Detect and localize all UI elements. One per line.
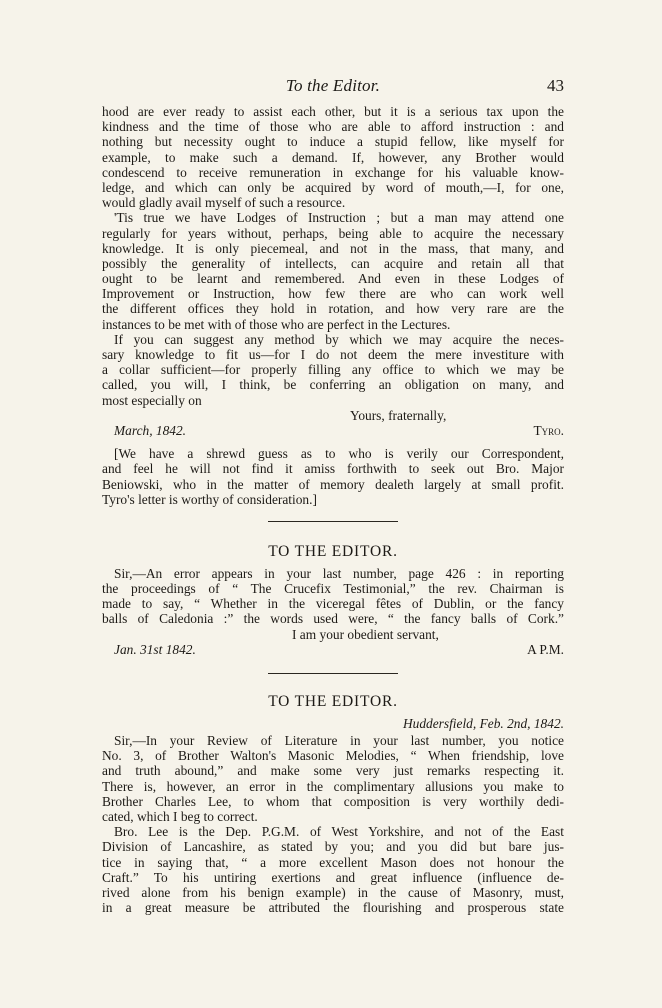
text-line: instances to be met with of those who are perfect in the Lectures. (102, 316, 451, 332)
text-line: example, to make such a demand. If, however, any Brother would (102, 149, 564, 165)
text-line: possibly the generality of intellects, can acquire and retain all that (102, 255, 564, 271)
text-line: nothing but necessity ought to induce a stupid fellow, like myself for (102, 134, 564, 150)
letter-huddersfield (102, 694, 564, 915)
text-line: made to say, “ Whether in the viceregal fêtes of Dublin, or the fancy (102, 596, 564, 612)
signature: Tyro. (533, 422, 564, 438)
text-line: 'Tis true we have Lodges of Instruction ; but a man may attend one (114, 210, 564, 226)
page-header (102, 76, 564, 98)
text-line: If you can suggest any method by which we may acquire the neces- (114, 331, 564, 347)
section-title: TO THE EDITOR. (268, 693, 398, 710)
valediction: Yours, fraternally, (350, 407, 447, 423)
text-line: a collar sufficient—for properly filling any office to which we may be (102, 362, 564, 378)
signature: A P.M. (527, 641, 564, 657)
text-line: called, you will, I think, be conferring an obligation on many, and (102, 377, 564, 393)
text-line: and truth abound,” and make some very just remarks respecting it. (102, 763, 564, 779)
text-line: in a great measure be attributed the flourishing and prosperous state (102, 900, 564, 916)
text-line: Tyro's letter is worthy of consideration.] (102, 491, 317, 507)
page-body (102, 104, 564, 915)
text-line: Brother Charles Lee, to whom that composition is very worthily dedi- (102, 793, 564, 809)
text-line: Division of Lancashire, as stated by you; and you did but bare jus- (102, 839, 564, 855)
text-line: and feel he will not find it amiss forthwith to seek out Bro. Major (102, 461, 564, 477)
text-line: sary knowledge to fit us—for I do not deem the mere investiture with (102, 347, 564, 362)
section-divider (268, 673, 398, 674)
letter-date: Jan. 31st 1842. (114, 641, 196, 657)
valediction: I am your obedient servant, (292, 626, 439, 642)
text-line: Improvement or Instruction, how few there are who can work well (102, 286, 564, 302)
signature-line (102, 423, 564, 438)
text-line: most especially on (102, 392, 202, 408)
text-line: Sir,—An error appears in your last number, page 426 : in reporting (114, 565, 564, 581)
text-line: the different offices they hold in rotation, and how very rare are the (102, 301, 564, 317)
text-line: kindness and the time of those who are able to afford instruction : and (102, 119, 564, 135)
dateline: Huddersfield, Feb. 2nd, 1842. (402, 716, 564, 731)
text-line: the proceedings of “ The Crucefix Testimonial,” the rev. Chairman is (102, 581, 564, 597)
text-line: [We have a shrewd guess as to who is verily our Correspondent, (114, 446, 564, 462)
text-line: ought to be learnt and remembered. And even in these Lodges of (102, 271, 564, 287)
text-line: hood are ever ready to assist each other, but it is a serious tax upon the (102, 104, 564, 119)
text-line: knowledge. It is only piecemeal, and not in the mass, that many, and (102, 240, 564, 256)
text-line: ledge, and which can only be acquired by word of mouth,—I, for one, (102, 179, 564, 195)
page-number: 43 (547, 76, 564, 95)
text-line: balls of Caledonia :” the words used were, “ the fancy balls of Cork.” (102, 611, 564, 627)
text-line: Beniowski, who in the matter of memory dealeth largely at small profit. (102, 476, 564, 492)
section-divider (268, 521, 398, 522)
running-head: To the Editor. (285, 76, 381, 95)
text-line: tice in saying that, “ a more excellent Mason does not honour the (102, 854, 564, 870)
text-line: cated, which I beg to correct. (102, 808, 258, 824)
text-line: regularly for years without, perhaps, being able to acquire the necessary (102, 225, 564, 241)
text-line: No. 3, of Brother Walton's Masonic Melodies, “ When friendship, love (102, 748, 564, 764)
signature-line (102, 642, 564, 657)
letter-tyro (102, 104, 564, 438)
text-line: Craft.” To his untiring exertions and great influence (influence de- (102, 869, 564, 885)
text-line: condescend to receive remuneration in exchange for his valuable know- (102, 164, 564, 180)
letter-apm (102, 544, 564, 657)
text-line: rived alone from his benign example) in the cause of Masonry, must, (102, 884, 564, 900)
text-line: Sir,—In your Review of Literature in your last number, you notice (114, 733, 564, 748)
text-line: There is, however, an error in the complimentary allusions you make to (102, 778, 564, 794)
text-line: Bro. Lee is the Dep. P.G.M. of West Yorkshire, and not of the East (114, 824, 564, 840)
text-line: would gladly avail myself of such a resource. (102, 195, 346, 211)
section-title: TO THE EDITOR. (268, 542, 398, 560)
editor-note (102, 446, 564, 507)
letter-date: March, 1842. (114, 422, 187, 438)
